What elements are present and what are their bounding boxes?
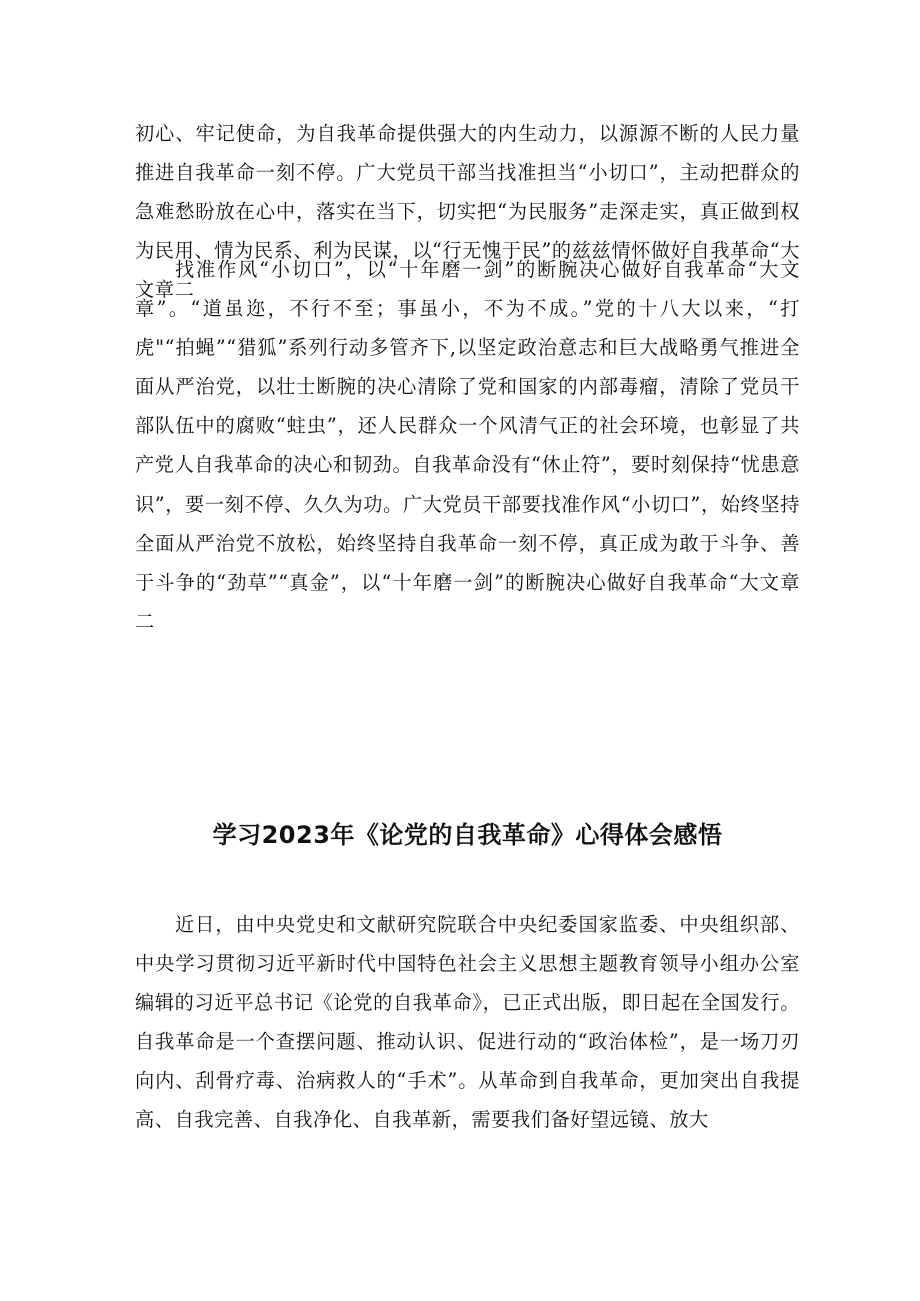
section-heading: 学习2023年《论党的自我革命》心得体会感悟 <box>212 821 723 849</box>
body-paragraph-2: 找准作风“小切口”，以“十年磨一剑”的断腕决心做好自我革命“大文章”。“道虽迩，不行不至；事虽小，不为不成。”党的十八大以来，“打虎"“拍蝇”“猎狐”系列行动多管齐下,以坚定政治意志和巨大战略勇气推进全面从严治党，以壮士断腕的决心清除了党和国家的内部毒瘤，清除了党员干部队伍中的腐败“蛀虫”，还人民群众一个风清气正的社会环境，也彰显了共产党人自我革命的决心和韧劲。自我革命没有“休止符”，要时刻保持“忧患意识”，要一刻不停、久久为功。广大党员干部要找准作风“小切口”，始终坚持全面从严治党不放松，始终坚持自我革命一刻不停，真正成为敢于斗争、善于斗争的“劲草”“真金”，以“十年磨一剑”的断腕决心做好自我革命“大文章二 <box>135 258 800 633</box>
body-paragraph-3: 近日，由中央党史和文献研究院联合中央纪委国家监委、中央组织部、中央学习贯彻习近平新时代中国特色社会主义思想主题教育领导小组办公室编辑的习近平总书记《论党的自我革命》，已正式出版，即日起在全国发行。自我革命是一个查摆问题、推动认识、促进行动的“政治体检”，是一场刀刃向内、刮骨疗毒、治病救人的“手术”。从革命到自我革命，更加突出自我提高、自我完善、自我净化、自我革新，需要我们备好望远镜、放大 <box>135 913 800 1132</box>
body-paragraph-1: 初心、牢记使命，为自我革命提供强大的内生动力，以源源不断的人民力量推进自我革命一刻不停。广大党员干部当找准担当“小切口”，主动把群众的急难愁盼放在心中，落实在当下，切实把“为民服务”走深走实，真正做到权为民用、情为民系、利为民谋，以“行无愧于民”的兹兹情怀做好自我革命“大文章二 <box>135 122 800 302</box>
